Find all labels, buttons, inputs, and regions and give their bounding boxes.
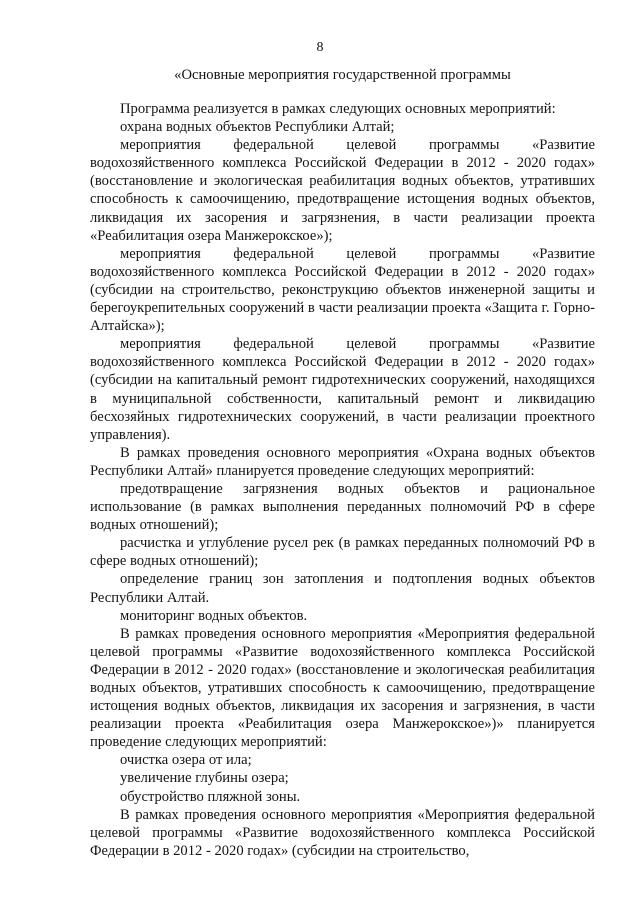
paragraph: Программа реализуется в рамках следующих основных мероприятий: bbox=[120, 101, 556, 117]
paragraph: расчистка и углубление русел рек (в рамках переданных полномочий РФ в сфере водных отношений); bbox=[90, 535, 595, 570]
paragraph: В рамках проведения основного мероприятия «Мероприятия федеральной целевой программы «Развитие водохозяйственного комплекса Российской Федерации в 2012 - 2020 годах» (субсидии на строительство, bbox=[90, 806, 595, 859]
paragraph: В рамках проведения основного мероприятия «Охрана водных объектов Республики Алтай» планируется проведение следующих мероприятий: bbox=[90, 444, 595, 479]
paragraph: увеличение глубины озера; bbox=[120, 770, 289, 787]
paragraph: определение границ зон затопления и подтопления водных объектов Республики Алтай. bbox=[90, 571, 595, 606]
body-text bbox=[90, 100, 595, 860]
paragraph: очистка озера от ила; bbox=[120, 752, 252, 769]
paragraph: мероприятия федеральной целевой программы «Развитие водохозяйственного комплекса Российской Федерации в 2012 - 2020 годах» (субсидии на строительство, реконструкцию объектов инженерной защиты и берегоукрепительных сооружений в части реализации проекта «Защита г. Горно-Алтайска»); bbox=[90, 245, 595, 335]
paragraph: мероприятия федеральной целевой программы «Развитие водохозяйственного комплекса Российской Федерации в 2012 - 2020 годах» (субсидии на капитальный ремонт гидротехнических сооружений, находящихся в муниципальной собственности, капитальный ремонт и ликвидацию бесхозяйных гидротехнических сооружений, в части реализации проектного управления). bbox=[90, 336, 595, 443]
paragraph: мониторинг водных объектов. bbox=[120, 607, 308, 624]
paragraph: обустройство пляжной зоны. bbox=[120, 788, 301, 805]
page-number: 8 bbox=[316, 40, 324, 55]
paragraph: мероприятия федеральной целевой программы «Развитие водохозяйственного комплекса Российской Федерации в 2012 - 2020 годах» (восстановление и экологическая реабилитация водных объектов, утративших способность к самоочищению, предотвращение истощения водных объектов, ликвидация их засорения и загрязнения, в части реализации проекта «Реабилитация озера Манжерокское»); bbox=[90, 137, 595, 244]
paragraph: предотвращение загрязнения водных объектов и рациональное использование (в рамках выполнения переданных полномочий РФ в сфере водных отношений); bbox=[90, 480, 595, 534]
paragraph: охрана водных объектов Республики Алтай; bbox=[120, 119, 395, 136]
section-title: «Основные мероприятия государственной программы bbox=[174, 67, 511, 83]
paragraph: В рамках проведения основного мероприятия «Мероприятия федеральной целевой программы «Развитие водохозяйственного комплекса Российской Федерации в 2012 - 2020 годах» (восстановлeние и экологическая реабилитация водных объектов, утративших способность к самоочищению, предотвращение истощения водных объектов, ликвидация их засорения и загрязнения, в части реализации проекта «Реабилитация озера Манжерокское»)» планируется проведение следующих мероприятий: bbox=[90, 625, 595, 751]
